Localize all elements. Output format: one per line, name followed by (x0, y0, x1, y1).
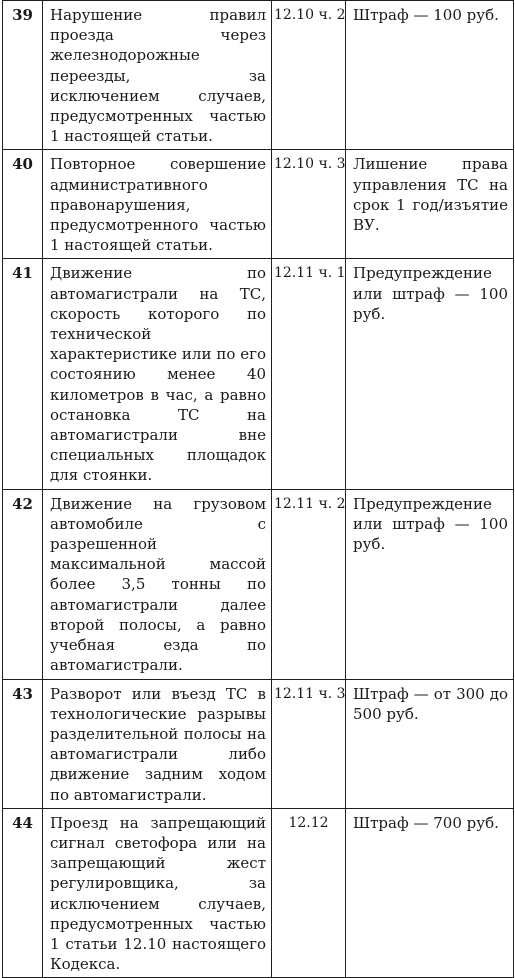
violation-description: Разворот или въезд ТС в технологические разрывы разделительной полосы на автомагистрали либо движение задним ходом по автомагистрали. (43, 679, 272, 808)
row-number: 43 (3, 679, 43, 808)
penalty-text: Штраф — 100 руб. (346, 1, 514, 150)
table-row (3, 808, 514, 978)
violation-description: Движение на грузовом автомобиле с разрешенной максимальной массой более 3,5 тонны по автомагистрали далее второй полосы, а равно учебная езда по автомагистрали. (43, 489, 272, 679)
article-reference: 12.10 ч. 3 (272, 150, 346, 259)
table-row (3, 150, 514, 259)
article-reference: 12.10 ч. 2 (272, 1, 346, 150)
article-reference: 12.12 (272, 808, 346, 978)
violation-description: Проезд на запрещающий сигнал светофора или на запрещающий жест регулировщика, за исключением случаев, предусмотренных частью 1 статьи 12.10 настоящего Кодекса. (43, 808, 272, 978)
article-reference: 12.11 ч. 1 (272, 259, 346, 489)
violations-table (2, 0, 514, 978)
table-row (3, 259, 514, 489)
penalty-text: Предупреждение или штраф — 100 руб. (346, 259, 514, 489)
violation-description: Повторное совершение административного правонарушения, предусмотренного частью 1 настоящей статьи. (43, 150, 272, 259)
penalty-text: Лишение права управления ТС на срок 1 год/изъятие ВУ. (346, 150, 514, 259)
table-row (3, 679, 514, 808)
penalty-text: Предупреждение или штраф — 100 руб. (346, 489, 514, 679)
row-number: 39 (3, 1, 43, 150)
row-number: 44 (3, 808, 43, 978)
row-number: 41 (3, 259, 43, 489)
article-reference: 12.11 ч. 2 (272, 489, 346, 679)
violation-description: Движение по автомагистрали на ТС, скорость которого по технической характеристике или по его состоянию менее 40 километров в час, а равно остановка ТС на автомагистрали вне специальных площадок для стоянки. (43, 259, 272, 489)
row-number: 42 (3, 489, 43, 679)
table-row (3, 1, 514, 150)
violation-description: Нарушение правил проезда через железнодорожные переезды, за исключением случаев, предусмотренных частью 1 настоящей статьи. (43, 1, 272, 150)
table-row (3, 489, 514, 679)
article-reference: 12.11 ч. 3 (272, 679, 346, 808)
row-number: 40 (3, 150, 43, 259)
penalty-text: Штраф — от 300 до 500 руб. (346, 679, 514, 808)
penalty-text: Штраф — 700 руб. (346, 808, 514, 978)
